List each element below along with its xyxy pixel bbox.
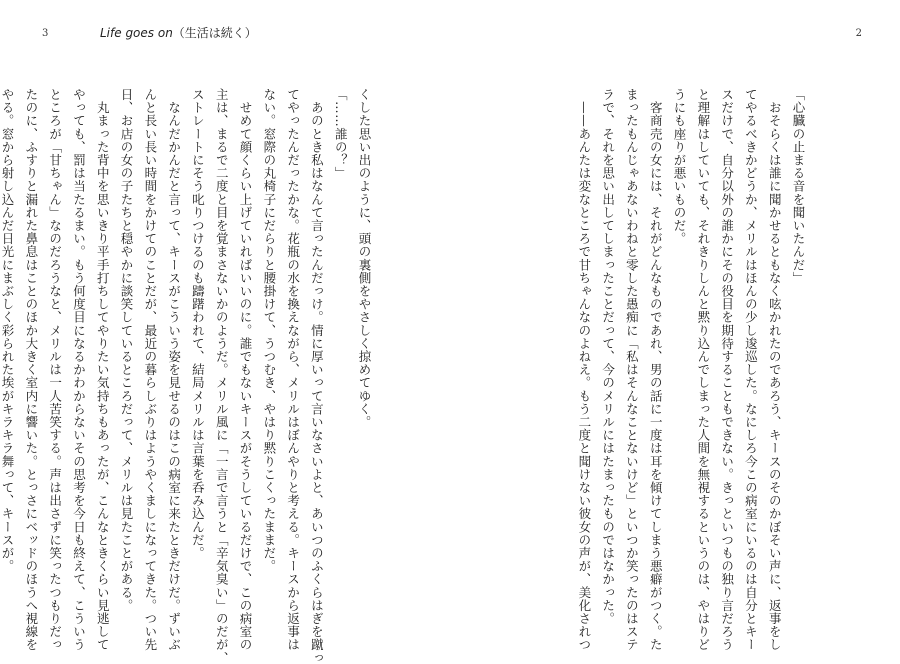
text-line: やっても、罰は当たるまい。もう何度目になるかわからないその思考を今日も終えて、こういう (71, 88, 87, 652)
text-line: と理解はしていても、それきりしんと黙り込んでしまった人間を無視するというのは、やはりど (695, 88, 711, 652)
text-line: てやるべきかどうか、メリルはほんの少し逡巡した。なにしろ今この病室にいるのは自分とキー (743, 88, 759, 652)
text-line: 「心臓の止まる音を聞いたんだ」 (791, 88, 806, 285)
right-page (450, 0, 900, 652)
text-line: やる。窓から射し込んだ日光にまぶしく彩られた埃がキラキラ舞って、キースが。 (0, 88, 16, 573)
running-head (100, 24, 257, 41)
text-line: うにも座りが悪いものだ。 (672, 88, 688, 246)
text-line: まったもんじゃあないわねと零した愚痴に「私はそんなことないけど」といつか笑ったのはステ (624, 88, 640, 652)
text-line: ラで、それを思い出してしまったことだって、今のメリルにはたまったものではなかった。 (600, 88, 616, 626)
text-line: 日、お店の女の子たちと穏やかに談笑しているところだって、メリルは見たことがある。 (119, 88, 135, 612)
text-line: おそらくは誰に聞かせるともなく呟かれたのであろう、キースのそのかぼそい声に、返事をし (767, 88, 783, 652)
text-line: てやったんだったかな。花瓶の水を換えながら、メリルはぼんやりと考える。キースから返事は (285, 88, 301, 652)
text-line: ストレートにそう叱りつけるのも躊躇われて、結局メリルは言葉を呑み込んだ。 (190, 88, 206, 560)
text-line: ところが「甘ちゃん」なのだろうなと、メリルは一人苦笑する。声は出さずに笑ったつもりだっ (47, 88, 63, 652)
text-line: あのとき私はなんて言ったんだっけ。情に厚いって言いなさいよと、あいつのふくらはぎを蹴っ (309, 88, 325, 664)
page-number: 3 (42, 28, 49, 39)
text-line: 主は、まるで二度と目を覚まさないかのようだ。メリル風に「一言で言うと「辛気臭い」のだが、 (214, 88, 230, 664)
text-line: 客商売の女には、それがどんなものであれ、男の話に一度は耳を傾けてしまう悪癖がつく。た (648, 88, 664, 652)
text-line: ——あんたは変なところで甘ちゃんなのよねえ。もう二度と聞けない彼女の声が、美化されつ (576, 88, 592, 652)
text-line: くした思い出のように、頭の裏側をやさしく掠めてゆく。 (357, 88, 372, 429)
text-line: んと長い長い時間をかけてのことだが、最近の暮らしぶりはようやくましになってきた。つい先 (142, 88, 158, 652)
text-line: スだけで、自分以外の誰かにその役目を期待することもできない。きっといつもの独り言だろう (719, 88, 735, 652)
vertical-body-text (542, 88, 810, 652)
text-line: せめて顔くらい上げていればいいのに。誰でもないキースがそうしているだけで、この病室の (238, 88, 254, 652)
running-head-subtitle: （生活は続く） (172, 26, 257, 40)
text-line: 丸まった背中を思いきり平手打ちしてやりたい気持ちもあったが、こんなときくらい見逃して (95, 88, 111, 652)
text-line: たのに、ふすりと漏れた鼻息はことのほか大きく室内に響いた。とっさにベッドのほうへ視線を (23, 88, 39, 652)
text-line: 「……誰の？」 (333, 88, 349, 180)
text-line: ない。窓際の丸椅子にだらりと腰掛けて、うつむき、やはり黙りこくったままだ。 (261, 88, 277, 573)
running-head-title: Life goes on (100, 26, 173, 40)
text-line: なんだかんだと言って、キースがこういう姿を見せるのはこの病室に来たときだけだ。ずいぶ (166, 88, 182, 652)
page-number: 2 (855, 28, 862, 39)
vertical-body-text (0, 88, 376, 664)
